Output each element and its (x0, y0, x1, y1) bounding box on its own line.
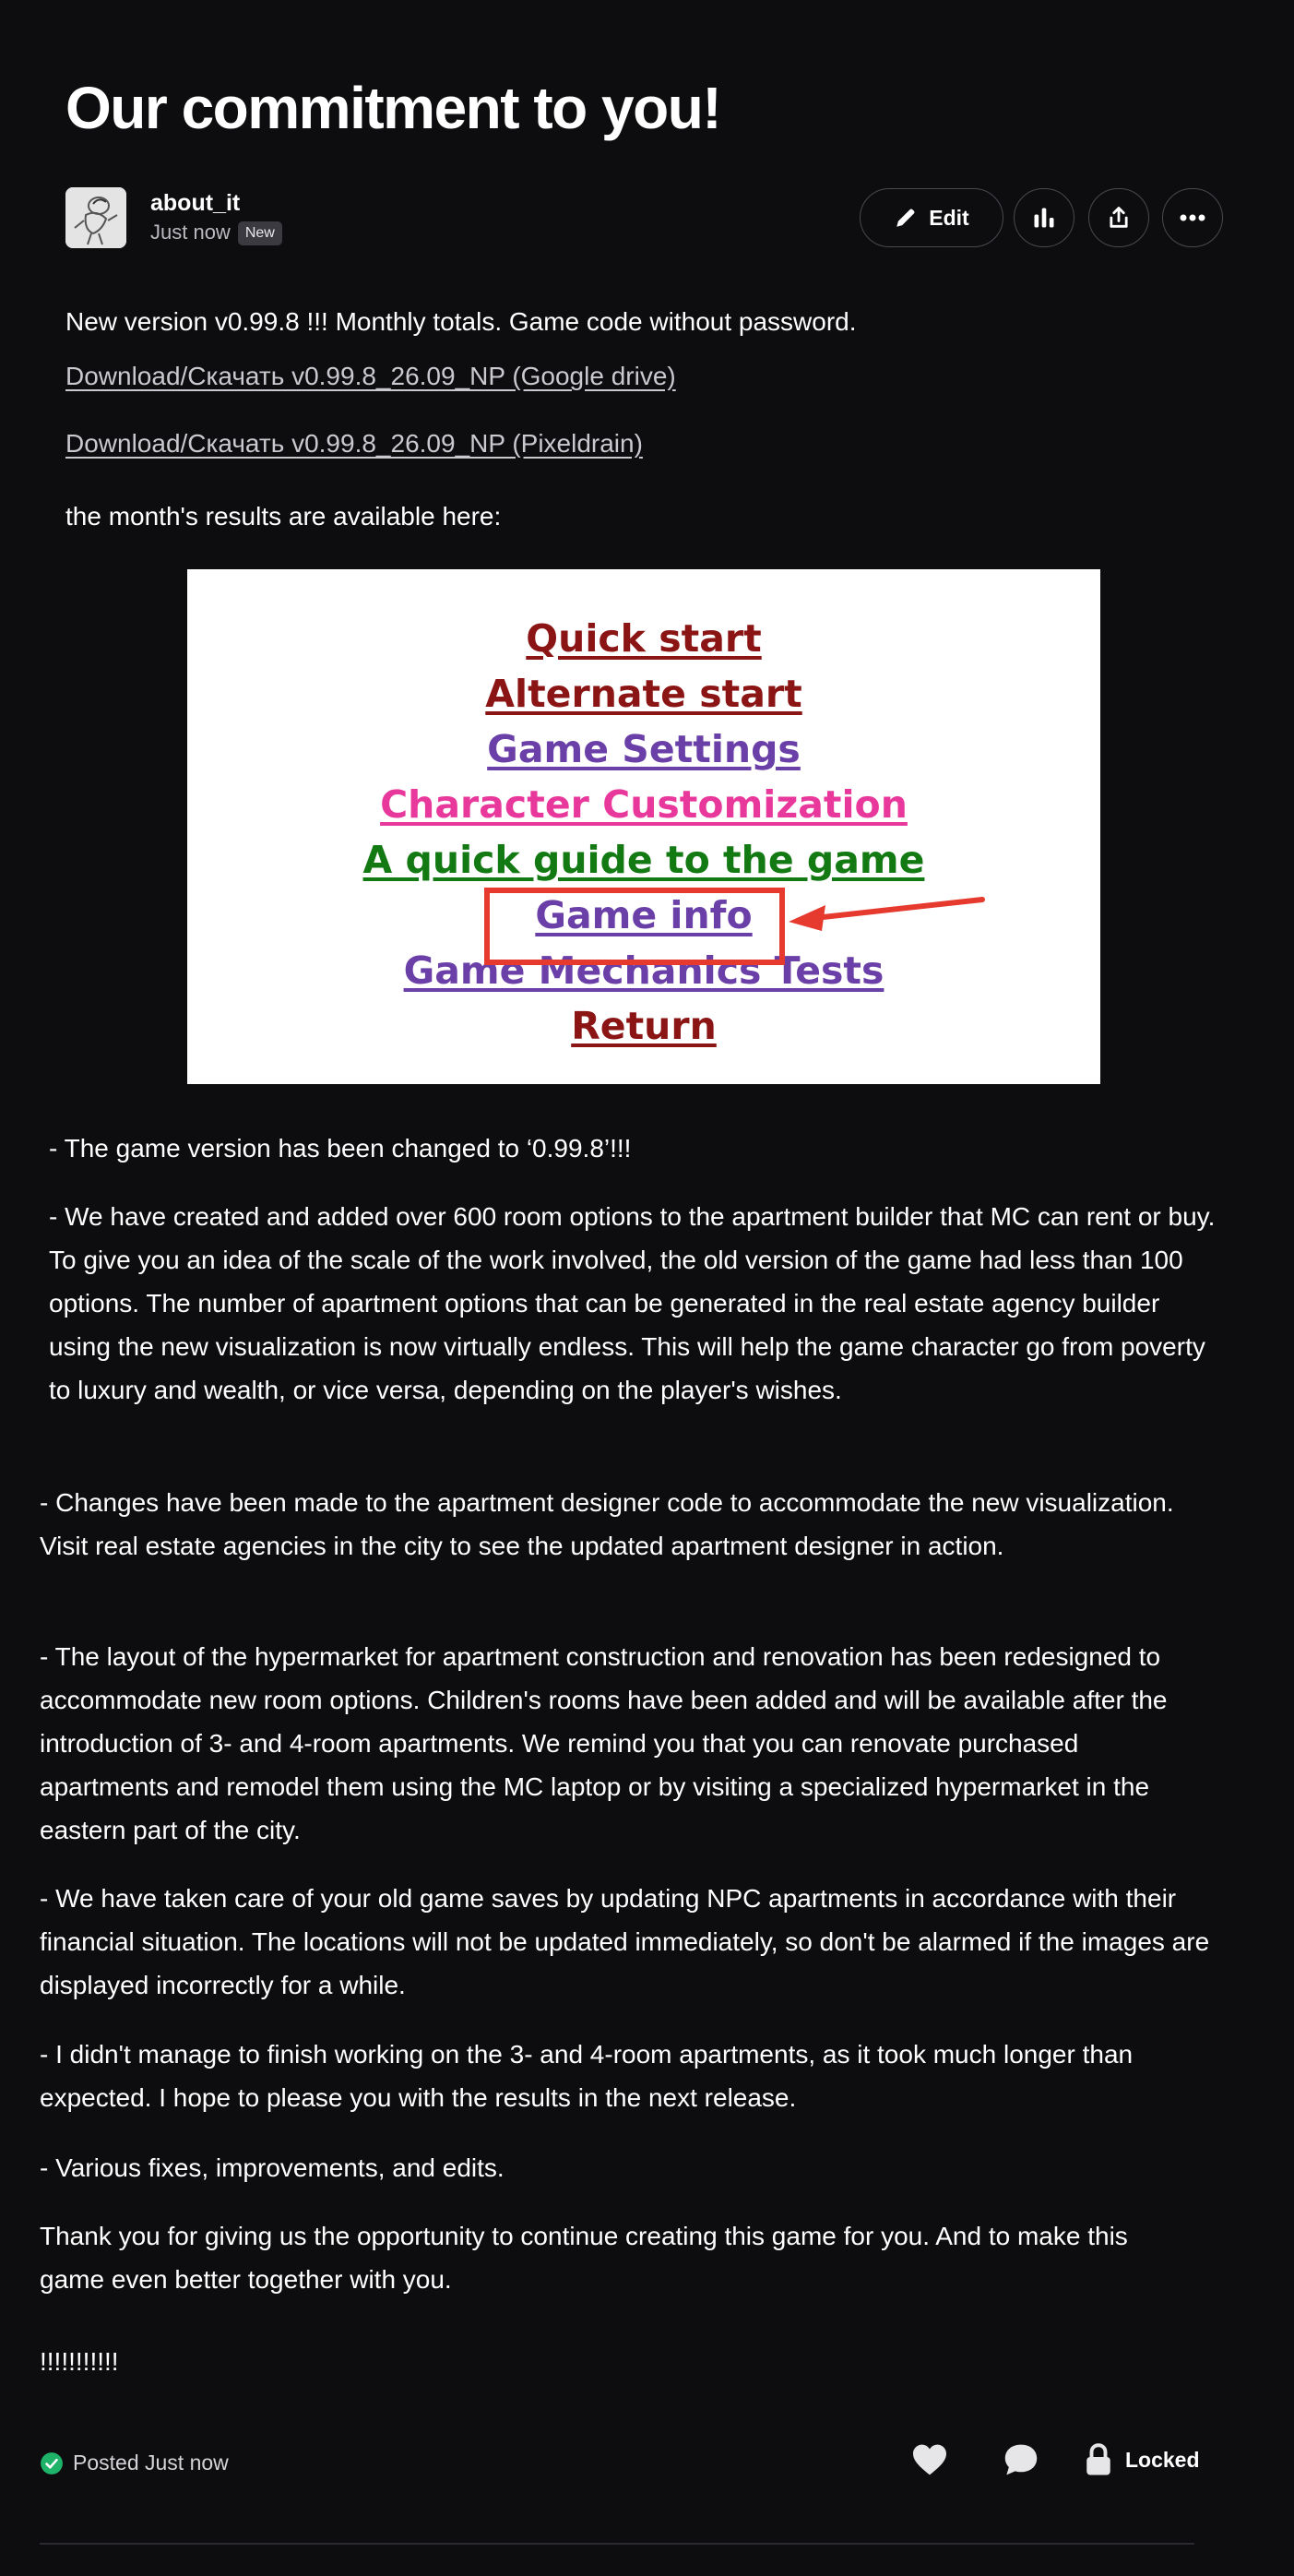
post-status (40, 2451, 229, 2475)
download-google-link[interactable]: Download/Скачать v0.99.8_26.09_NP (Google drive) (65, 362, 676, 390)
post-time-row (150, 221, 282, 245)
pencil-icon (894, 206, 918, 230)
changelog-fixes: - Various fixes, improvements, and edits. (40, 2153, 505, 2182)
menu-item-character-customization: Character Customization (380, 782, 908, 827)
red-arrow-icon (778, 892, 990, 948)
changelog-designer: - Changes have been made to the apartment designer code to accommodate the new visualization. Visit real estate agencies in the city to see the updated apartment designer in action. (40, 1488, 1174, 1560)
menu-item-game-settings: Game Settings (487, 727, 801, 771)
share-button[interactable] (1088, 188, 1149, 247)
footer-divider (40, 2543, 1194, 2545)
locked-label: Locked (1125, 2447, 1200, 2472)
author-avatar[interactable] (65, 187, 126, 248)
menu-item-alternate-start: Alternate start (485, 672, 802, 716)
changelog-saves: - We have taken care of your old game saves by updating NPC apartments in accordance with their financial situation. The locations will not be updated immediately, so don't be alarmed if the images are displayed incorrectly for a while. (40, 1884, 1210, 1999)
exclamation-text: !!!!!!!!!!! (40, 2347, 119, 2376)
menu-item-game-info: Game info (535, 893, 753, 937)
share-icon (1106, 205, 1132, 231)
changelog-hypermarket: - The layout of the hypermarket for apartment construction and renovation has been redesigned to accommodate new room options. Children's rooms have been added and will be available after the introduction of 3- and 4-room apartments. We remind you that you can renovate purchased apartments and remodel them using the MC laptop or by visiting a specialized hypermarket in the eastern part of the city. (40, 1642, 1168, 1844)
game-menu-image (187, 569, 1100, 1084)
more-options-button[interactable] (1162, 188, 1223, 247)
lock-icon (1085, 2443, 1112, 2476)
comment-button[interactable] (1003, 2443, 1039, 2476)
menu-item-quick-guide: A quick guide to the game (362, 838, 925, 882)
menu-item-game-mechanics-tests: Game Mechanics Tests (403, 948, 884, 993)
changelog-version: - The game version has been changed to ‘0.99.8’!!! (49, 1134, 632, 1163)
thanks-text: Thank you for giving us the opportunity to continue creating this game for you. And to make this game even better together with you. (40, 2222, 1128, 2294)
highlight-box (484, 888, 785, 965)
bar-chart-icon (1031, 205, 1057, 231)
author-name[interactable]: about_it (150, 190, 241, 216)
download-pixeldrain-link[interactable]: Download/Скачать v0.99.8_26.09_NP (Pixeldrain) (65, 429, 643, 458)
intro-text: New version v0.99.8 !!! Monthly totals. Game code without password. (65, 307, 857, 336)
new-badge: New (238, 221, 282, 245)
changelog-rooms: - We have created and added over 600 room options to the apartment builder that MC can rent or buy. To give you an idea of the scale of the work involved, the old version of the game had less than 100 options. The number of apartment options that can be generated in the real estate agency builder using the new visualization is now virtually endless. This will help the game character go from poverty to luxury and wealth, or vice versa, depending on the player's wishes. (49, 1202, 1216, 1404)
locked-indicator (1085, 2443, 1200, 2476)
like-button[interactable] (911, 2443, 948, 2476)
stats-button[interactable] (1014, 188, 1074, 247)
edit-label: Edit (929, 205, 969, 230)
edit-button[interactable] (860, 188, 1003, 247)
heart-icon (911, 2443, 948, 2476)
menu-item-quick-start: Quick start (526, 616, 762, 661)
post-time: Just now (150, 221, 231, 244)
post-status-label: Posted Just now (73, 2451, 229, 2475)
results-text: the month's results are available here: (65, 502, 502, 531)
changelog-unfinished: - I didn't manage to finish working on the 3- and 4-room apartments, as it took much longer than expected. I hope to please you with the results in the next release. (40, 2040, 1134, 2112)
more-icon (1179, 213, 1206, 222)
comment-icon (1003, 2443, 1039, 2476)
post-title: Our commitment to you! (65, 75, 721, 141)
check-circle-icon (40, 2451, 64, 2475)
menu-item-return: Return (571, 1004, 717, 1048)
